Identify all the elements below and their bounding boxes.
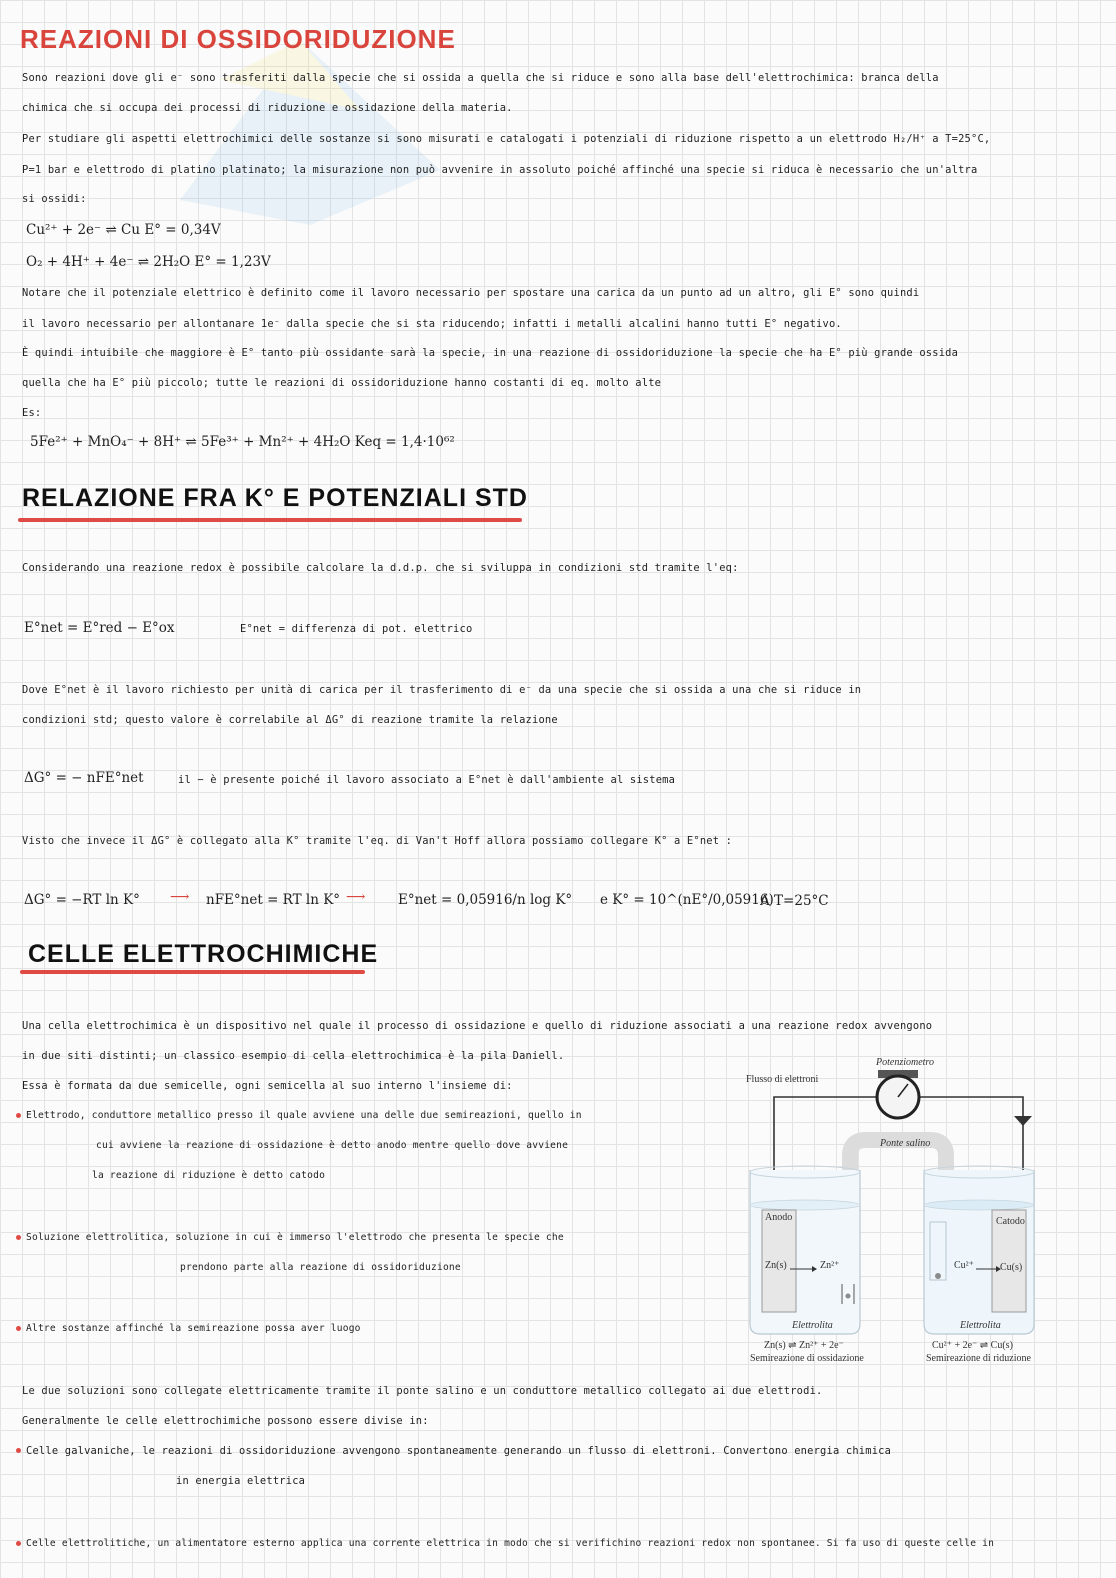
equation: ΔG° = −RT ln K°	[24, 892, 140, 908]
text-line: Es:	[22, 407, 42, 419]
text-line: chimica che si occupa dei processi di riduzione e ossidazione della materia.	[22, 102, 513, 114]
reduction-equation: Cu²⁺ + 2e⁻ ⇌ Cu(s)	[932, 1340, 1013, 1351]
list-item: Celle elettrolitiche, un alimentatore esterno applica una corrente elettrica in modo che si verifichino reazioni redox non spontanee. Si fa uso di queste celle in	[26, 1538, 995, 1549]
bullet-icon	[16, 1448, 21, 1453]
zn-solid-label: Zn(s)	[765, 1260, 787, 1271]
arrow-icon: ⟶	[346, 889, 366, 905]
text-line: Sono reazioni dove gli e⁻ sono trasferiti dalla specie che si ossida a quella che si riduce e sono alla base dell'elettrochimica: branca della	[22, 72, 939, 84]
text-line: Per studiare gli aspetti elettrochimici delle sostanze si sono misurati e catalogati i potenziali di riduzione rispetto a un elettrodo H₂/H⁺ a T=25°C,	[22, 133, 991, 145]
daniell-cell-diagram	[738, 1052, 1058, 1370]
text-line: quella che ha E° più piccolo; tutte le reazioni di ossidoriduzione hanno costanti di eq. molto alte	[22, 377, 662, 389]
electrolyte-left-label: Elettrolita	[792, 1320, 833, 1331]
electron-flow-label: Flusso di elettroni	[746, 1074, 819, 1085]
equation: e K° = 10^(nE°/0,05916)	[600, 892, 774, 908]
cell-drawing	[738, 1052, 1058, 1370]
text-line: Considerando una reazione redox è possibile calcolare la d.d.p. che si sviluppa in condizioni std tramite l'eq:	[22, 562, 739, 574]
heading-underline	[18, 518, 522, 522]
text-line: il lavoro necessario per allontanare 1e⁻ dalla specie che si sta riducendo; infatti i metalli alcalini hanno tutti E° negativo.	[22, 318, 842, 330]
zn-ion-label: Zn²⁺	[820, 1260, 840, 1271]
heading-relazione: RELAZIONE FRA K° E POTENZIALI STD	[22, 484, 528, 512]
text-line: È quindi intuibile che maggiore è E° tanto più ossidante sarà la specie, in una reazione di ossidoriduzione la specie che ha E° più grande ossida	[22, 347, 959, 359]
reduction-caption: Semireazione di riduzione	[926, 1353, 1031, 1364]
equation: O₂ + 4H⁺ + 4e⁻ ⇌ 2H₂O E° = 1,23V	[26, 254, 271, 270]
list-item: Soluzione elettrolitica, soluzione in cui è immerso l'elettrodo che presenta le specie che	[26, 1232, 564, 1243]
text-line: Visto che invece il ΔG° è collegato alla K° tramite l'eq. di Van't Hoff allora possiamo collegare K° a E°net :	[22, 835, 733, 847]
salt-bridge-label: Ponte salino	[880, 1138, 931, 1149]
equation-note: il − è presente poiché il lavoro associato a E°net è dall'ambiente al sistema	[178, 774, 676, 786]
bullet-icon	[16, 1113, 21, 1118]
anode-label: Anodo	[765, 1212, 793, 1223]
list-item: Elettrodo, conduttore metallico presso il quale avviene una delle due semireazioni, quello in	[26, 1110, 582, 1121]
oxidation-caption: Semireazione di ossidazione	[750, 1353, 864, 1364]
text-line: P=1 bar e elettrodo di platino platinato; la misurazione non può avvenire in assoluto poiché affinché una specie si riduca è necessario che un'altra	[22, 164, 978, 176]
equation: Cu²⁺ + 2e⁻ ⇌ Cu E° = 0,34V	[26, 222, 221, 238]
equation-note: A T=25°C	[760, 893, 829, 909]
list-item-continued: in energia elettrica	[176, 1475, 306, 1487]
list-item-continued: la reazione di riduzione è detto catodo	[92, 1170, 326, 1181]
electrolyte-right-label: Elettrolita	[960, 1320, 1001, 1331]
bullet-icon	[16, 1541, 21, 1546]
text-line: Una cella elettrochimica è un dispositivo nel quale il processo di ossidazione e quello di riduzione associati a una reazione redox avvengono	[22, 1020, 933, 1032]
equation-note: E°net = differenza di pot. elettrico	[240, 623, 473, 635]
equation: ΔG° = − nFE°net	[24, 770, 144, 786]
equation: E°net = 0,05916/n log K°	[398, 892, 573, 908]
list-item-continued: prendono parte alla reazione di ossidoriduzione	[180, 1262, 461, 1273]
arrow-icon: ⟶	[170, 889, 190, 905]
bullet-icon	[16, 1326, 21, 1331]
cu-solid-label: Cu(s)	[1000, 1262, 1023, 1273]
text-line: Notare che il potenziale elettrico è definito come il lavoro necessario per spostare una carica da un punto ad un altro, gli E° sono quindi	[22, 287, 920, 299]
heading-celle: CELLE ELETTROCHIMICHE	[28, 940, 379, 968]
equation: E°net = E°red − E°ox	[24, 620, 175, 636]
text-line: si ossidi:	[22, 193, 87, 205]
list-item-continued: cui avviene la reazione di ossidazione è detto anodo mentre quello dove avviene	[96, 1140, 569, 1151]
potentiometer-label: Potenziometro	[876, 1057, 934, 1068]
equation: nFE°net = RT ln K°	[206, 892, 341, 908]
text-line: Essa è formata da due semicelle, ogni semicella al suo interno l'insieme di:	[22, 1080, 513, 1092]
heading-underline	[20, 970, 365, 974]
text-line: Le due soluzioni sono collegate elettricamente tramite il ponte salino e un conduttore metallico collegato ai due elettrodi.	[22, 1385, 823, 1397]
text-line: in due siti distinti; un classico esempio di cella elettrochimica è la pila Daniell.	[22, 1050, 565, 1062]
text-line: condizioni std; questo valore è correlabile al ΔG° di reazione tramite la relazione	[22, 714, 558, 726]
text-line: Dove E°net è il lavoro richiesto per unità di carica per il trasferimento di e⁻ da una specie che si ossida a una che si riduce in	[22, 684, 862, 696]
list-item: Celle galvaniche, le reazioni di ossidoriduzione avvengono spontaneamente generando un flusso di elettroni. Convertono energia chimica	[26, 1445, 892, 1457]
cu-ion-label: Cu²⁺	[954, 1260, 974, 1271]
equation: 5Fe²⁺ + MnO₄⁻ + 8H⁺ ⇌ 5Fe³⁺ + Mn²⁺ + 4H₂O Keq = 1,4·10⁶²	[30, 434, 455, 450]
heading-redox: REAZIONI DI OSSIDORIDUZIONE	[20, 24, 456, 54]
bullet-icon	[16, 1235, 21, 1240]
cathode-label: Catodo	[996, 1216, 1025, 1227]
oxidation-equation: Zn(s) ⇌ Zn²⁺ + 2e⁻	[764, 1340, 844, 1351]
list-item: Altre sostanze affinché la semireazione possa aver luogo	[26, 1323, 361, 1334]
text-line: Generalmente le celle elettrochimiche possono essere divise in:	[22, 1415, 429, 1427]
